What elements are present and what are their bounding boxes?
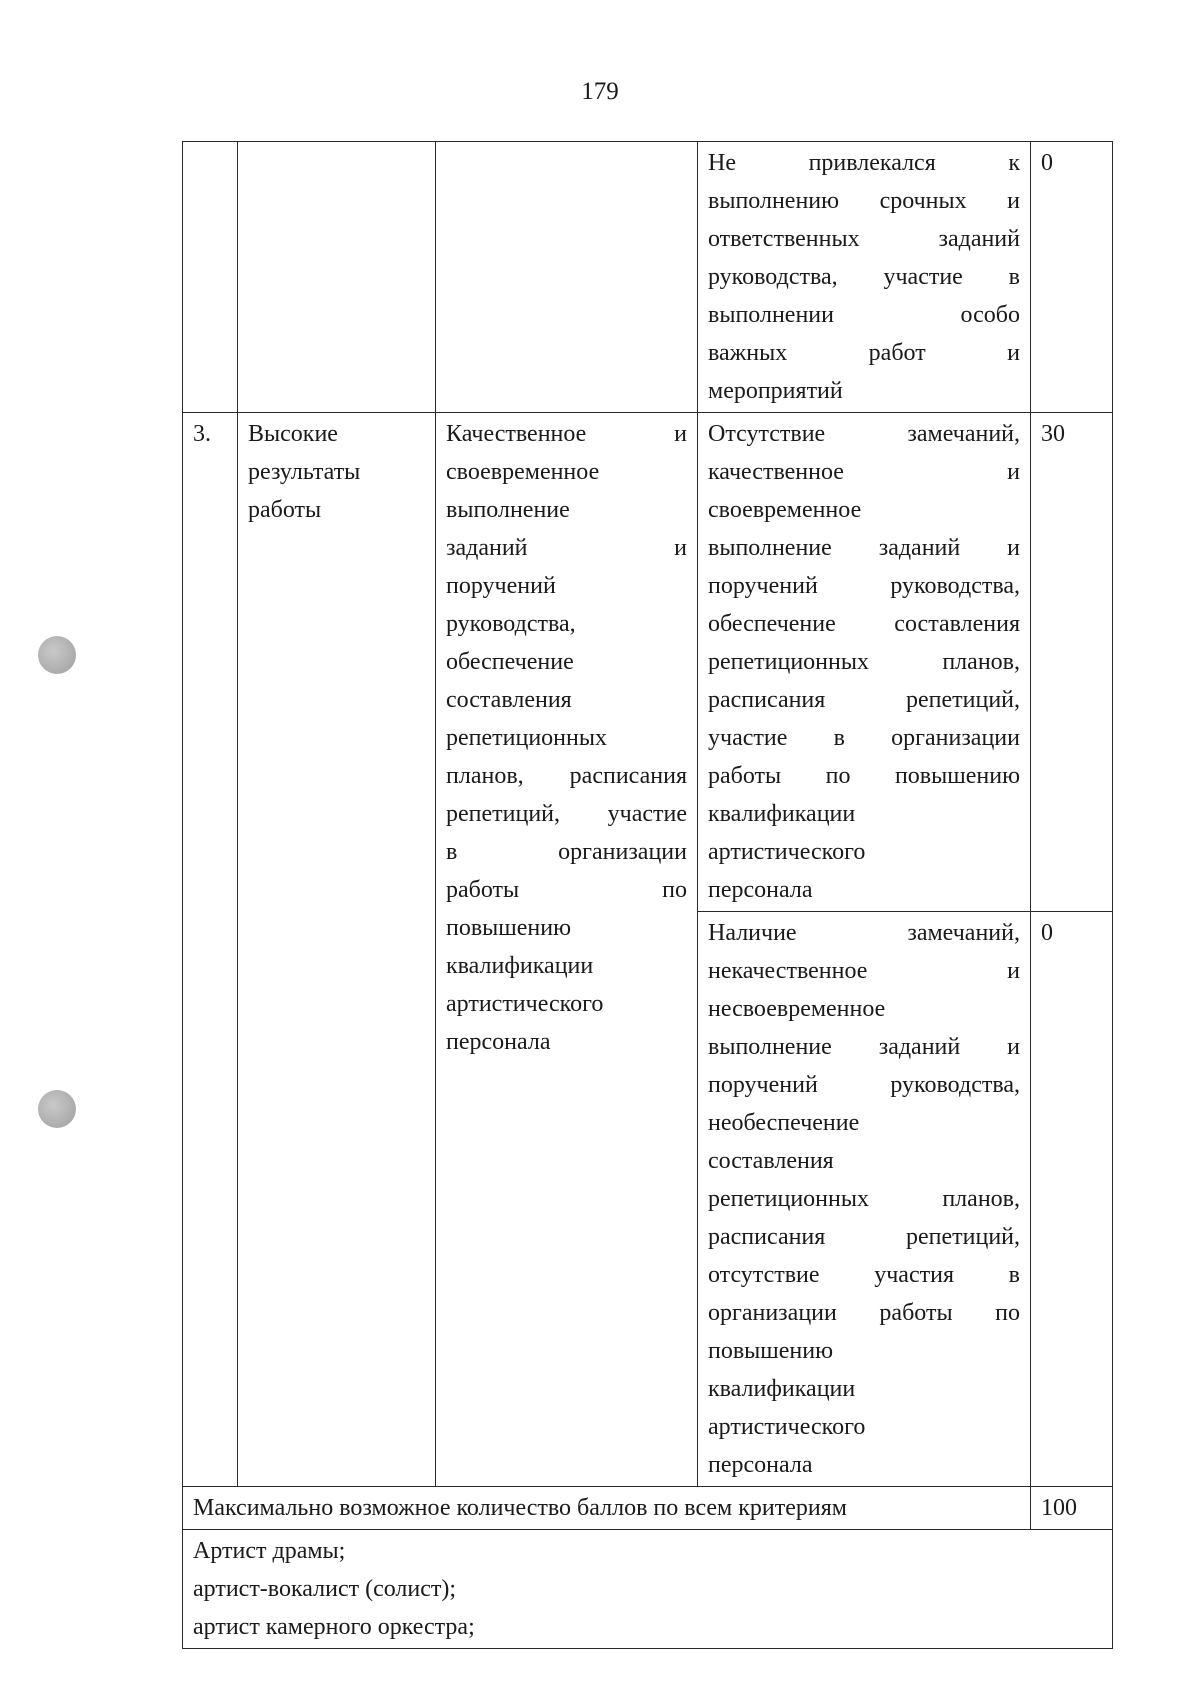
points-cell-negative: 0 bbox=[1031, 912, 1113, 1487]
points-cell: 0 bbox=[1031, 142, 1113, 413]
criteria-table bbox=[182, 141, 1113, 1649]
criterion-cell: Высокие результаты работы bbox=[238, 413, 436, 1487]
max-points-label: Максимально возможное количество баллов по всем критериям bbox=[183, 1487, 1031, 1530]
indicator-cell: Качественное и своевременное выполнение заданий и поручений руководства, обеспечение составления репетиционных планов, расписания репетиций, участие в организации работы по повышению квалификации артистического персонала bbox=[436, 413, 698, 1487]
indicator-cell-empty bbox=[436, 142, 698, 413]
table-row-continued bbox=[183, 142, 1113, 413]
punch-hole-bottom bbox=[38, 1090, 76, 1128]
condition-cell-negative: Наличие замечаний, некачественное и несвоевременное выполнение заданий и поручений руководства, необеспечение составления репетиционных планов, расписания репетиций, отсутствие участия в организации работы по повышению квалификации артистического персонала bbox=[698, 912, 1031, 1487]
page-number: 179 bbox=[581, 78, 619, 105]
criterion-cell-empty bbox=[238, 142, 436, 413]
table-row-footer bbox=[183, 1530, 1113, 1649]
table-row-3 bbox=[183, 413, 1113, 912]
points-cell-positive: 30 bbox=[1031, 413, 1113, 912]
max-points-value: 100 bbox=[1031, 1487, 1113, 1530]
number-cell-empty bbox=[183, 142, 238, 413]
condition-cell: Не привлекался к выполнению срочных и ответственных заданий руководства, участие в выполнении особо важных работ и мероприятий bbox=[698, 142, 1031, 413]
number-cell: 3. bbox=[183, 413, 238, 1487]
punch-hole-top bbox=[38, 636, 76, 674]
table-row-max bbox=[183, 1487, 1113, 1530]
positions-list: Артист драмы; артист-вокалист (солист); артист камерного оркестра; bbox=[183, 1530, 1113, 1649]
condition-cell-positive: Отсутствие замечаний, качественное и своевременное выполнение заданий и поручений руководства, обеспечение составления репетиционных планов, расписания репетиций, участие в организации работы по повышению квалификации артистического персонала bbox=[698, 413, 1031, 912]
